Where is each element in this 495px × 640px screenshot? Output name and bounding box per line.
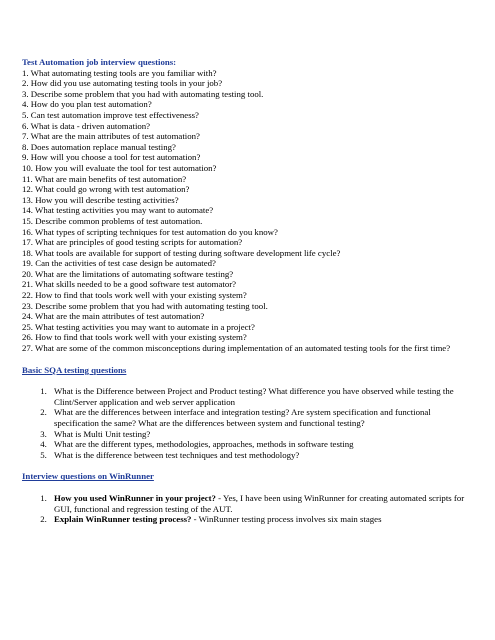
question-item: 2. How did you use automating testing tools in your job?	[22, 78, 223, 89]
question-item: 21. What skills needed to be a good software test automator?	[22, 279, 237, 290]
question-item: 23. Describe some problem that you had with automating testing tool.	[22, 300, 268, 311]
question-item: 8. Does automation replace manual testing?	[22, 141, 176, 152]
question-item: 20. What are the limitations of automating software testing?	[22, 268, 234, 279]
question-item: 7. What are the main attributes of test automation?	[22, 131, 200, 142]
winrunner-question-list	[22, 493, 477, 525]
question-item: 19. Can the activities of test case design be automated?	[22, 258, 216, 269]
list-item: 1. What is the Difference between Project and Product testing? What difference you have observed while testing the Clint/Server application and web server application	[49, 386, 477, 407]
question-item: 12. What could go wrong with test automation?	[22, 184, 190, 195]
question-item: 11. What are main benefits of test automation?	[22, 173, 187, 184]
question-item: 4. How do you plan test automation?	[22, 99, 152, 110]
list-item	[49, 514, 477, 525]
list-item	[49, 493, 477, 514]
document-page	[22, 57, 477, 525]
list-item: 5. What is the difference between test techniques and test methodology?	[49, 450, 477, 461]
question-item: 25. What testing activities you may want to automate in a project?	[22, 321, 255, 332]
question-item: 14. What testing activities you may want to automate?	[22, 205, 214, 216]
section-link-basic-sqa[interactable]: Basic SQA testing questions	[22, 364, 127, 375]
winrunner-answer: - Yes, I have been using WinRunner for creating automated scripts for GUI, functional and regression testing of the AUT.	[54, 492, 465, 514]
list-item: 2. What are the differences between interface and integration testing? Are system specification and functional specification the same? What are the differences between system and functional testing?	[49, 407, 477, 428]
winrunner-answer: - WinRunner testing process involves six main stages	[191, 514, 382, 525]
question-item: 16. What types of scripting techniques for test automation do you know?	[22, 226, 278, 237]
question-item: 18. What tools are available for support of testing during software development life cycle?	[22, 247, 341, 258]
winrunner-question: How you used WinRunner in your project?	[54, 492, 216, 503]
question-item: 10. How you will evaluate the tool for test automation?	[22, 162, 217, 173]
list-item: 4. What are the different types, methodologies, approaches, methods in software testing	[49, 439, 477, 450]
list-item: 3. What is Multi Unit testing?	[49, 429, 477, 440]
section-title-test-automation: Test Automation job interview questions:	[22, 57, 177, 67]
question-item: 26. How to find that tools work well with your existing system?	[22, 332, 247, 343]
question-item: 15. Describe common problems of test automation.	[22, 215, 203, 226]
question-item: 27. What are some of the common misconceptions during implementation of an automated testing tools for the first time?	[22, 343, 451, 354]
sqa-question-list	[22, 386, 477, 460]
question-item: 17. What are principles of good testing scripts for automation?	[22, 237, 243, 248]
question-item: 22. How to find that tools work well with your existing system?	[22, 290, 247, 301]
question-item: 13. How you will describe testing activities?	[22, 194, 179, 205]
question-item: 3. Describe some problem that you had with automating testing tool.	[22, 88, 264, 99]
winrunner-question: Explain WinRunner testing process?	[54, 514, 192, 525]
question-list	[22, 68, 477, 354]
question-item: 24. What are the main attributes of test automation?	[22, 311, 205, 322]
section-link-winrunner[interactable]: Interview questions on WinRunner	[22, 471, 154, 482]
question-item: 5. Can test automation improve test effectiveness?	[22, 109, 199, 120]
question-item: 6. What is data - driven automation?	[22, 120, 151, 131]
question-item: 1. What automating testing tools are you familiar with?	[22, 67, 217, 78]
question-item: 9. How will you choose a tool for test automation?	[22, 152, 201, 163]
